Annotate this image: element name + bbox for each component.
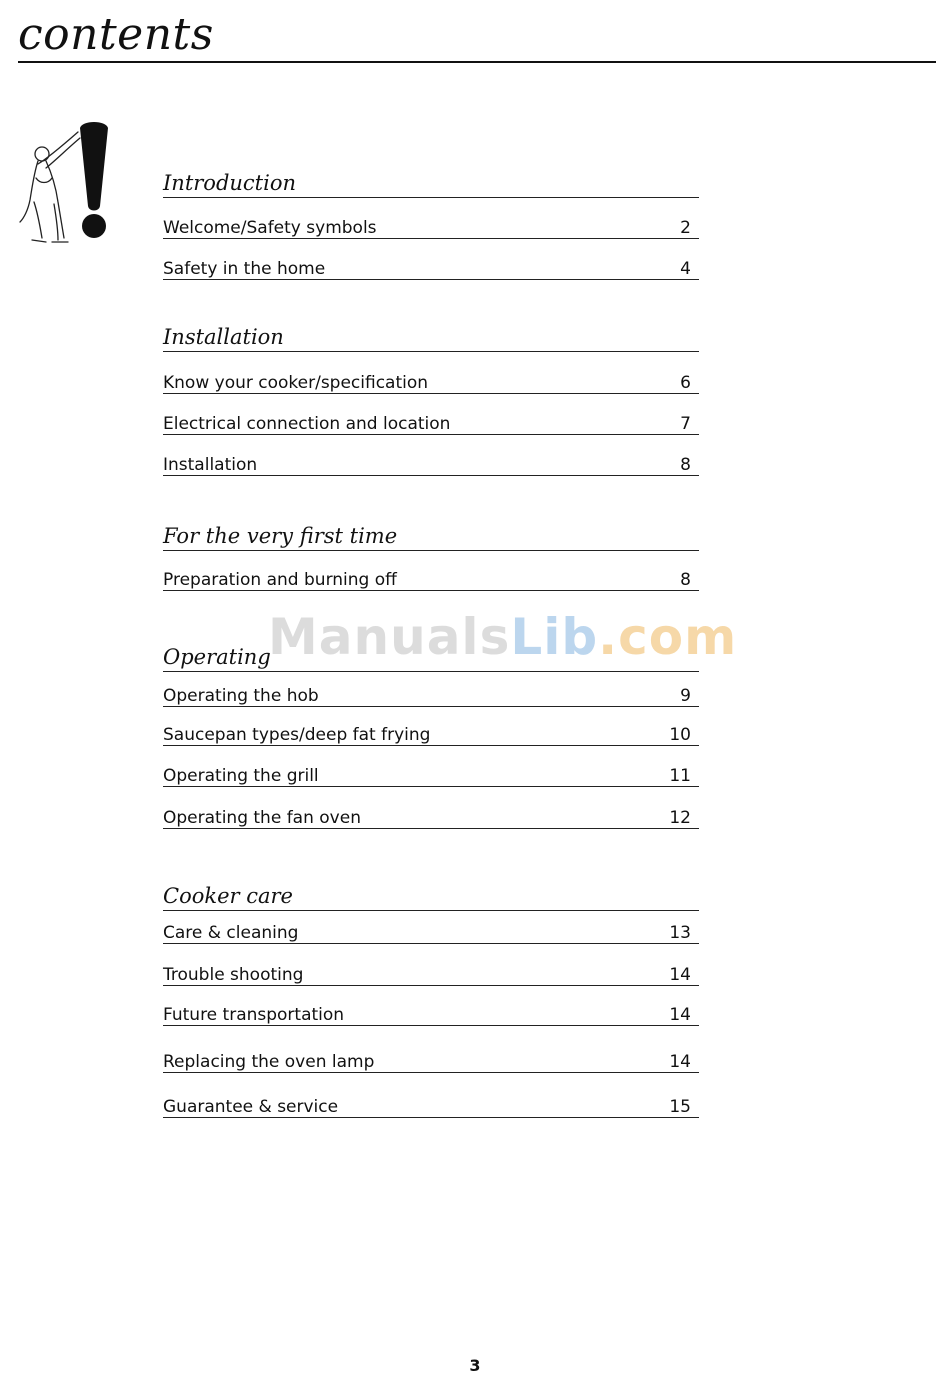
toc-page-number: 9 [680, 686, 691, 706]
toc-row-guarantee-service[interactable] [163, 1088, 699, 1118]
toc-row-operating-fan-oven[interactable] [163, 799, 699, 829]
toc-row-trouble-shooting[interactable] [163, 956, 699, 986]
toc-page-number: 12 [669, 808, 691, 828]
toc-row-safety-in-the-home[interactable] [163, 250, 699, 280]
toc-page-number: 14 [669, 1005, 691, 1025]
toc-page-number: 2 [680, 218, 691, 238]
toc-page-number: 4 [680, 259, 691, 279]
toc-label: Operating the grill [163, 766, 319, 786]
toc-label: Care & cleaning [163, 923, 299, 943]
toc-row-know-your-cooker[interactable] [163, 364, 699, 394]
toc-row-care-cleaning[interactable] [163, 914, 699, 944]
warning-exclamation-icon [18, 118, 114, 246]
toc-label: Operating the hob [163, 686, 319, 706]
toc-page-number: 7 [680, 414, 691, 434]
toc-page-number: 15 [669, 1097, 691, 1117]
page-title: contents [18, 9, 214, 60]
section-heading-installation: Installation [163, 312, 699, 352]
toc-label: Preparation and burning off [163, 570, 397, 590]
watermark: ManualsLib.com [268, 608, 738, 666]
toc-row-preparation-burning-off[interactable] [163, 561, 699, 591]
toc-page-number: 14 [669, 1052, 691, 1072]
page-number: 3 [469, 1356, 481, 1375]
toc-label: Saucepan types/deep fat frying [163, 725, 431, 745]
toc-label: Installation [163, 455, 258, 475]
toc-row-electrical-connection[interactable] [163, 405, 699, 435]
toc-page-number: 8 [680, 455, 691, 475]
toc-page-number: 13 [669, 923, 691, 943]
toc-page-number: 11 [669, 766, 691, 786]
toc-label: Guarantee & service [163, 1097, 339, 1117]
toc-label: Welcome/Safety symbols [163, 218, 377, 238]
toc-row-operating-grill[interactable] [163, 757, 699, 787]
toc-page-number: 8 [680, 570, 691, 590]
section-heading-operating: Operating [163, 632, 699, 672]
toc-row-operating-hob[interactable] [163, 677, 699, 707]
toc-page-number: 14 [669, 965, 691, 985]
toc-row-future-transportation[interactable] [163, 996, 699, 1026]
toc-label: Trouble shooting [163, 965, 304, 985]
toc-row-welcome-safety-symbols[interactable] [163, 209, 699, 239]
toc-label: Electrical connection and location [163, 414, 451, 434]
toc-page-number: 6 [680, 373, 691, 393]
title-divider [18, 61, 936, 63]
section-heading-cooker-care: Cooker care [163, 871, 699, 911]
toc-label: Operating the fan oven [163, 808, 361, 828]
toc-label: Know your cooker/specification [163, 373, 429, 393]
section-heading-first-time: For the very first time [163, 511, 699, 551]
toc-row-installation[interactable] [163, 446, 699, 476]
toc-label: Future transportation [163, 1005, 345, 1025]
toc-page-number: 10 [669, 725, 691, 745]
toc-row-replacing-oven-lamp[interactable] [163, 1043, 699, 1073]
toc-row-saucepan-types[interactable] [163, 716, 699, 746]
toc-label: Replacing the oven lamp [163, 1052, 375, 1072]
toc-label: Safety in the home [163, 259, 326, 279]
section-heading-introduction: Introduction [163, 158, 699, 198]
